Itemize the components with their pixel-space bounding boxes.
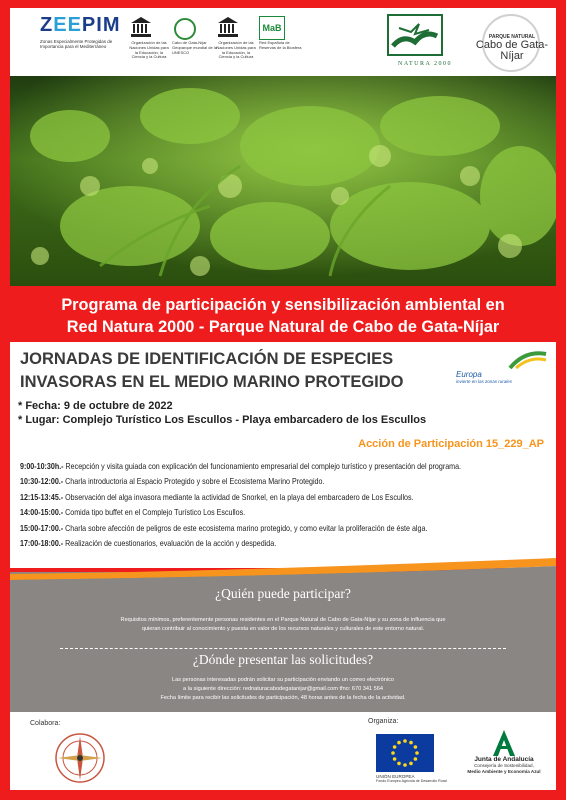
agenda-text: Observación del alga invasora mediante la actividad de Snorkel, en la playa del embarcadero de Los Escullos. [63,492,414,502]
organiza-label: Organiza: [368,718,399,725]
unesco-temple-icon [217,16,239,38]
applications-line-1: Las personas interesadas podrán solicitar su participación enviando un correo electrónico [171,677,394,683]
colabora-label: Colabora: [30,720,61,727]
agenda-time: 9:00-10:30h.- [20,462,64,471]
unesco-text: Organización de las Naciones Unidas para la Educación, la Ciencia y la Cultura [129,40,169,60]
zeepim-wordmark: ZEEPIM [40,14,121,36]
natura-box [387,14,443,56]
agenda-item [20,536,483,551]
unesco-text: Organización de las Naciones Unidas para la Educación, la Ciencia y la Cultura [216,40,256,60]
agenda-time: 14:00-15:00.- [20,508,64,518]
unesco-temple-icon [130,16,152,38]
eu-sub-text: Fondo Europeo Agrícola de Desarrollo Rural [376,779,447,783]
agenda-item [20,474,483,489]
europa-label: Europa [456,370,482,379]
europa-swoosh-icon [450,350,550,370]
event-title [20,348,460,394]
participants-line-1: Requisitos mínimos, preferentemente personas residentes en el Parque Natural de Cabo de Gata-Níjar y su zona de influencia que [120,617,446,623]
junta-sub-2: Medio Ambiente y Economía Azul [467,768,541,774]
agenda-item [20,490,483,505]
zeepim-subtitle: Zonas Especialmente Protegidas de Importancia para el Mediterráneo [40,39,113,49]
agenda-item [20,521,483,536]
event-date: * Fecha: 9 de octubre de 2022 [18,400,173,412]
agenda-text: Realización de cuestionarios, evaluación de la acción y despedida. [63,539,277,549]
agenda-list [20,459,546,551]
natura-2000-logo [385,14,465,70]
natura-label: NATURA 2000 [397,61,452,67]
junta-andalucia-logo [460,728,548,774]
gata-name: Cabo de Gata-Níjar [475,39,549,62]
agenda-time: 12:15-13:45.- [20,492,64,502]
gata-small-label: PARQUE NATURAL [488,34,536,40]
event-title-line-2: INVASORAS EN EL MEDIO MARINO PROTEGIDO [20,373,404,391]
event-place: * Lugar: Complejo Turístico Los Escullos - Playa embarcadero de los Escullos [18,414,427,426]
compass-logo-icon [52,730,108,786]
junta-arch-icon [489,728,519,756]
event-panel [10,342,556,568]
orange-swoosh [10,556,556,580]
agenda-time: 17:00-18:00.- [20,539,64,549]
cabo-de-gata-logo [472,14,552,74]
section-divider [60,648,506,649]
agenda-text: Comida tipo buffet en el Complejo Turístico Los Escullos. [63,508,246,518]
agenda-item [20,505,483,520]
mab-text: Red Española de Reservas de la Biosfera [259,40,302,50]
agenda-time: 10:30-12:00.- [20,477,64,487]
zeepim-logo [40,14,120,49]
applications-heading: ¿Dónde presentar las solicitudes? [192,652,374,667]
program-title [0,294,566,338]
program-title-line-1: Programa de participación y sensibilización ambiental en [61,296,505,314]
agenda-text: Recepción y visita guiada con explicación del funcionamiento empresarial del complejo turístico y presentación del programa. [63,462,462,471]
applications-line-3: Fecha límite para recibir las solicitudes de participación, 48 horas antes de la fecha de la actividad. [160,695,406,701]
junta-name: Junta de Andalucía [474,756,534,763]
junta-sub-1: Consejería de Sostenibilidad, [474,763,534,768]
action-code: Acción de Participación 15_229_AP [358,438,544,450]
eu-label-text: UNIÓN EUROPEA [376,774,415,779]
eu-stars-icon [376,734,434,772]
participants-heading: ¿Quién puede participar? [215,586,351,601]
info-band [10,572,556,712]
mab-logo: MaB [259,16,285,40]
agenda-text: Charla introductoria al Espacio Protegido y sobre el Ecosistema Marino Protegido. [63,477,325,487]
geopark-circle-icon [174,18,196,40]
program-title-line-2: Red Natura 2000 - Parque Natural de Cabo de Gata-Níjar [66,318,500,336]
europa-logo [450,350,550,388]
event-title-line-1: JORNADAS DE IDENTIFICACIÓN DE ESPECIES [20,350,394,368]
eu-flag [376,734,434,772]
applications-line-2: a la siguiente dirección: rednaturacabodegatanijar@gmail.com tfno: 670 341 564 [182,686,384,692]
eu-label [376,774,447,783]
footer [10,712,556,790]
participants-line-2: quieran contribuir al conocimiento y puesta en valor de los recursos naturales y culturales de este entorno natural. [141,626,425,632]
agenda-item [20,459,483,474]
logo-header [10,8,556,76]
seaweed-photo [10,76,556,286]
agenda-text: Charla sobre afección de peligros de este ecosistema marino protegido, y como evitar la proliferación de éste alga. [63,523,428,533]
bird-icon [389,16,441,54]
geopark-text: Cabo de Gata-Níjar Geoparque mundial de la UNESCO [172,40,217,55]
europa-tagline: invierte en las zonas rurales [456,379,513,384]
agenda-time: 15:00-17:00.- [20,523,64,533]
